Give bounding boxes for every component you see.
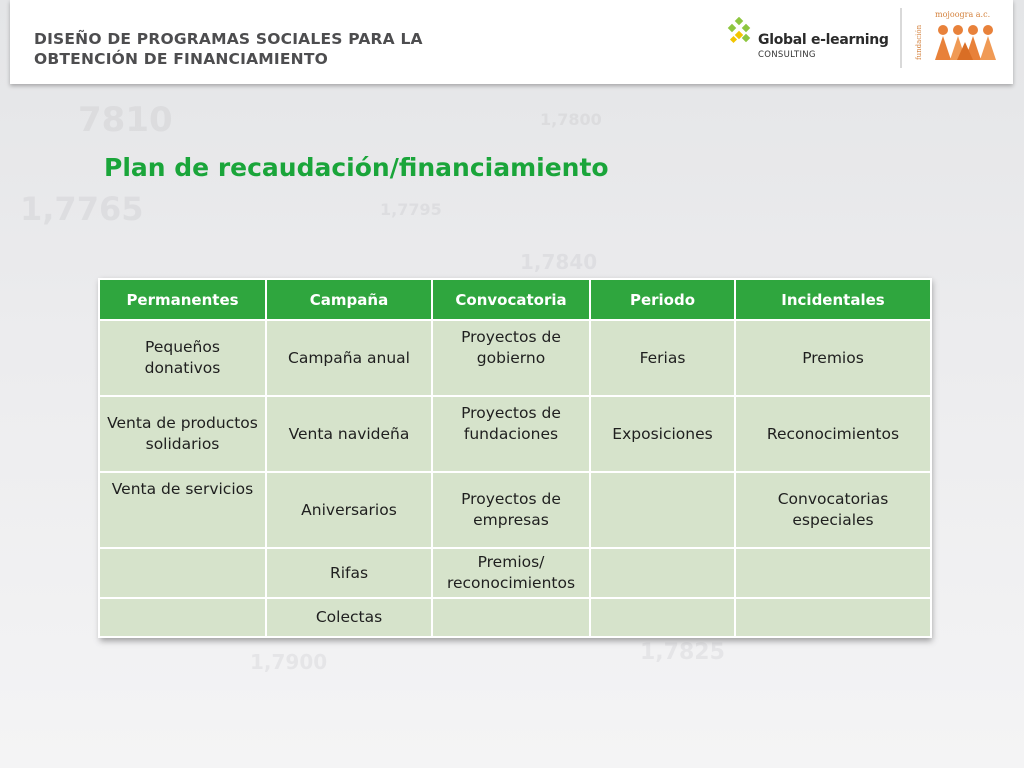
table-cell: Convocatorias especiales	[735, 472, 931, 548]
global-elearning-logo	[727, 17, 902, 67]
table-cell	[590, 548, 735, 598]
table-cell: Aniversarios	[266, 472, 432, 548]
bg-number: 1,7825	[640, 640, 725, 665]
column-header-permanentes: Permanentes	[99, 279, 266, 320]
table-cell: Rifas	[266, 548, 432, 598]
table-cell	[99, 598, 266, 637]
bg-number: 7810	[78, 100, 173, 140]
table-cell: Premios/ reconocimientos	[432, 548, 590, 598]
fundacion-logo	[915, 8, 1003, 64]
global-elearning-sub: CONSULTING	[758, 50, 816, 60]
table-cell: Pequeños donativos	[99, 320, 266, 396]
table-cell: Ferias	[590, 320, 735, 396]
table-row	[99, 472, 931, 548]
table-row	[99, 598, 931, 637]
bg-number: 1,7900	[250, 650, 328, 674]
table-cell	[590, 472, 735, 548]
header-divider	[900, 8, 902, 68]
slide-header	[10, 0, 1013, 84]
column-header-periodo: Periodo	[590, 279, 735, 320]
table-row	[99, 396, 931, 472]
table-cell: Proyectos de empresas	[432, 472, 590, 548]
header-title-line2: OBTENCIÓN DE FINANCIAMIENTO	[34, 50, 328, 68]
fundacion-name: mojoogra a.c.	[935, 10, 991, 19]
header-title	[34, 29, 554, 69]
column-header-campana: Campaña	[266, 279, 432, 320]
table-row	[99, 548, 931, 598]
table-header-row	[99, 279, 931, 320]
table-cell: Exposiciones	[590, 396, 735, 472]
table-cell: Premios	[735, 320, 931, 396]
bg-number: 1,7795	[380, 200, 442, 219]
column-header-incidentales: Incidentales	[735, 279, 931, 320]
table-cell: Venta de productos solidarios	[99, 396, 266, 472]
header-title-line1: DISEÑO DE PROGRAMAS SOCIALES PARA LA	[34, 30, 423, 48]
table-cell: Campaña anual	[266, 320, 432, 396]
fundacion-vertical-text: fundación	[915, 24, 923, 60]
table-cell	[735, 598, 931, 637]
table-cell: Venta navideña	[266, 396, 432, 472]
fundraising-table-grid	[98, 278, 932, 638]
global-elearning-name: Global e-learning	[758, 32, 889, 48]
slide-title: Plan de recaudación/financiamiento	[104, 153, 609, 182]
global-elearning-mark-icon	[727, 17, 757, 47]
table-cell: Proyectos de gobierno	[432, 320, 590, 396]
bg-number: 1,7800	[540, 110, 602, 129]
fundraising-table	[98, 278, 930, 638]
table-cell: Proyectos de fundaciones	[432, 396, 590, 472]
column-header-convocatoria: Convocatoria	[432, 279, 590, 320]
bg-number: 1,7840	[520, 250, 598, 274]
table-cell: Venta de servicios	[99, 472, 266, 548]
table-row	[99, 320, 931, 396]
table-cell: Reconocimientos	[735, 396, 931, 472]
table-cell	[590, 598, 735, 637]
table-cell	[735, 548, 931, 598]
table-cell: Colectas	[266, 598, 432, 637]
bg-number: 1,7765	[20, 190, 144, 228]
people-figures-icon	[931, 20, 1003, 64]
table-cell	[432, 598, 590, 637]
table-cell	[99, 548, 266, 598]
